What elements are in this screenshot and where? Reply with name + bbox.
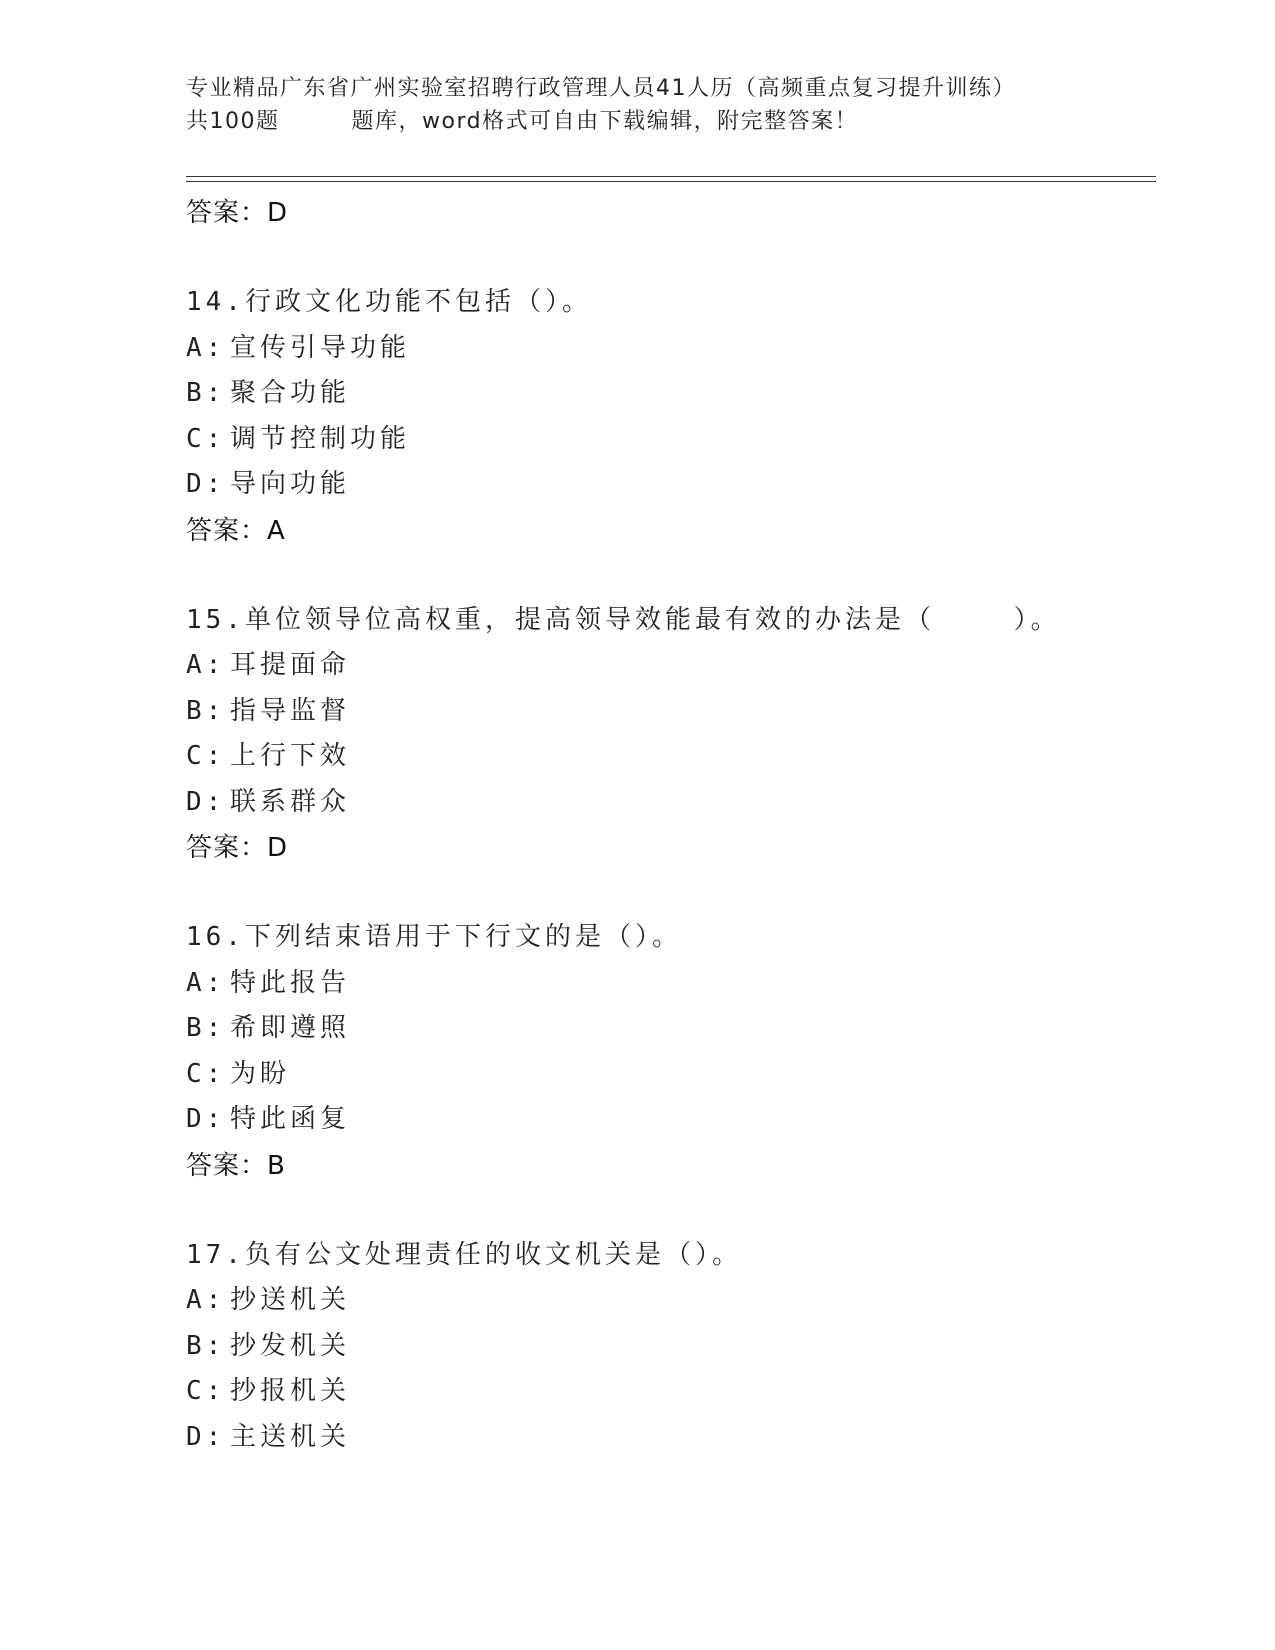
answer-line <box>186 825 1146 871</box>
option-d <box>186 1415 1146 1461</box>
option-key: C: <box>186 1376 226 1406</box>
option-key: A: <box>186 650 226 680</box>
answer-line <box>186 508 1146 554</box>
option-key: C: <box>186 1058 226 1089</box>
document-header <box>186 72 1146 138</box>
question-stem: 17.负有公文处理责任的收文机关是（）。 <box>186 1239 742 1270</box>
option-text: 希即遵照 <box>230 1013 351 1043</box>
header-divider-bottom <box>186 181 1156 182</box>
answer-line <box>186 1143 1146 1189</box>
option-d <box>186 1097 1146 1143</box>
option-key: B: <box>186 1013 226 1043</box>
question-stem: 16.下列结束语用于下行文的是（）。 <box>186 922 682 952</box>
question-stem: 14.行政文化功能不包括（）。 <box>186 287 592 317</box>
answer-label: 答案： <box>186 198 268 228</box>
option-b <box>186 1006 1146 1052</box>
option-key: D: <box>186 1104 226 1134</box>
option-key: B: <box>186 695 226 726</box>
option-text: 抄报机关 <box>230 1376 351 1406</box>
option-d <box>186 462 1146 508</box>
answer-label: 答案： <box>186 833 268 863</box>
option-text: 上行下效 <box>230 741 351 771</box>
option-b <box>186 371 1146 417</box>
option-a <box>186 326 1146 372</box>
answer-label: 答案： <box>186 515 268 546</box>
option-text: 特此报告 <box>230 967 351 998</box>
option-c <box>186 734 1146 780</box>
option-a <box>186 961 1146 1007</box>
option-key: A: <box>186 967 226 998</box>
option-text: 为盼 <box>230 1058 291 1089</box>
header-title-line: 专业精品广东省广州实验室招聘行政管理人员41人历（高频重点复习提升训练） <box>186 76 1016 101</box>
option-text: 特此函复 <box>230 1104 351 1134</box>
question-block <box>186 915 1146 1189</box>
option-key: B: <box>186 1330 226 1361</box>
option-key: D: <box>186 1421 226 1452</box>
answer-value: A <box>267 515 286 546</box>
question-block <box>186 598 1146 872</box>
option-key: A: <box>186 332 226 363</box>
option-text: 抄送机关 <box>230 1285 351 1315</box>
option-text: 导向功能 <box>230 469 351 499</box>
option-text: 联系群众 <box>230 786 351 817</box>
question-stem: 15.单位领导位高权重，提高领导效能最有效的办法是（ ）。 <box>186 604 1061 635</box>
answer-value: D <box>267 833 289 863</box>
option-key: C: <box>186 423 226 454</box>
option-text: 聚合功能 <box>230 378 351 408</box>
option-c <box>186 1052 1146 1098</box>
option-text: 指导监督 <box>230 695 351 726</box>
option-text: 耳提面命 <box>230 650 351 680</box>
option-key: C: <box>186 741 226 771</box>
question-list <box>186 190 1146 1460</box>
answer-value: D <box>267 198 289 228</box>
option-text: 抄发机关 <box>230 1330 351 1361</box>
question-block <box>186 280 1146 554</box>
option-text: 宣传引导功能 <box>230 332 411 363</box>
option-text: 主送机关 <box>230 1421 351 1452</box>
header-question-count: 共100题 <box>186 109 280 134</box>
option-text: 调节控制功能 <box>230 423 411 454</box>
answer-label: 答案： <box>186 1150 268 1181</box>
option-a <box>186 643 1146 689</box>
question-block <box>186 1233 1146 1461</box>
option-c <box>186 1369 1146 1415</box>
option-key: B: <box>186 378 226 408</box>
header-divider-top <box>186 176 1156 177</box>
option-key: D: <box>186 786 226 817</box>
option-key: A: <box>186 1285 226 1315</box>
option-key: D: <box>186 469 226 499</box>
option-b <box>186 1324 1146 1370</box>
option-a <box>186 1278 1146 1324</box>
option-b <box>186 689 1146 735</box>
answer-value: B <box>267 1150 286 1181</box>
header-format-note: 题库，word格式可自由下载编辑，附完整答案！ <box>351 109 859 134</box>
answer-line <box>186 190 1146 236</box>
option-c <box>186 417 1146 463</box>
option-d <box>186 780 1146 826</box>
header-subtitle-line <box>186 105 1146 138</box>
